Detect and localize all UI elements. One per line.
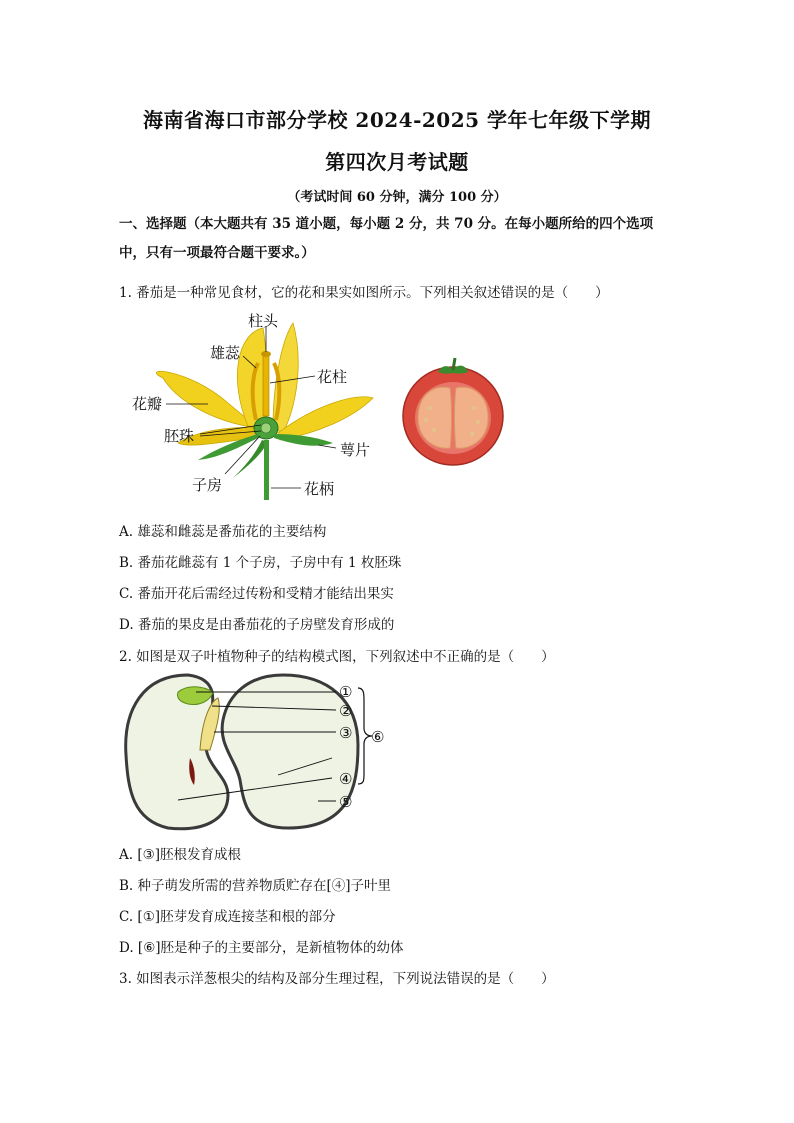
exam-info: （考试时间 60 分钟，满分 100 分）	[287, 190, 507, 205]
right-cotyledon	[222, 675, 358, 828]
flower-stalk	[264, 440, 269, 500]
tomato-flower-and-fruit-figure	[118, 308, 518, 508]
q2-option-a: A. [③]胚根发育成根	[119, 847, 241, 863]
left-cotyledon	[126, 675, 228, 829]
q2-option-c: C. [①]胚芽发育成连接茎和根的部分	[119, 909, 336, 925]
exam-title-line2: 第四次月考试题	[325, 150, 469, 174]
q1-option-d: D. 番茄的果皮是由番茄花的子房壁发育形成的	[119, 617, 395, 633]
section-heading: 一、选择题（本大题共有 35 道小题，每小题 2 分，共 70 分。在每小题所给的四个选项中，只有一项最符合题干要求。）	[119, 216, 654, 261]
label-stigma: 柱头	[248, 312, 279, 330]
exam-title-line1: 海南省海口市部分学校 2024-2025 学年七年级下学期	[142, 108, 652, 132]
label-sepal: 萼片	[340, 441, 371, 459]
sepal-right	[274, 434, 333, 446]
style-structure	[263, 356, 269, 416]
label-2: ②	[339, 702, 353, 720]
dicot-seed-structure-figure	[118, 670, 398, 835]
label-style: 花柱	[317, 368, 348, 386]
label-4: ④	[339, 770, 353, 788]
label-ovule: 胚珠	[164, 427, 195, 445]
question-3-stem: 3. 如图表示洋葱根尖的结构及部分生理过程，下列说法错误的是（ ）	[119, 971, 555, 987]
label-stalk: 花柄	[304, 480, 335, 498]
question-1-stem: 1. 番茄是一种常见食材，它的花和果实如图所示。下列相关叙述错误的是（ ）	[119, 285, 609, 301]
q1-option-c: C. 番茄开花后需经过传粉和受精才能结出果实	[119, 586, 394, 602]
q1-option-b: B. 番茄花雌蕊有 1 个子房，子房中有 1 枚胚珠	[119, 555, 402, 571]
label-6: ⑥	[371, 728, 385, 746]
label-stamen: 雄蕊	[210, 344, 241, 362]
q2-option-b: B. 种子萌发所需的营养物质贮存在[④]子叶里	[119, 878, 392, 894]
label-1: ①	[339, 683, 353, 701]
q2-option-d: D. [⑥]胚是种子的主要部分，是新植物体的幼体	[119, 940, 404, 956]
label-3: ③	[339, 724, 353, 742]
ovule-structure	[261, 423, 271, 433]
label-petal: 花瓣	[132, 395, 163, 413]
q1-option-a: A. 雄蕊和雌蕊是番茄花的主要结构	[119, 524, 327, 540]
tomato-cross-section	[403, 358, 503, 465]
question-2-stem: 2. 如图是双子叶植物种子的结构模式图，下列叙述中不正确的是（ ）	[119, 649, 555, 665]
embryo-brace	[358, 688, 372, 784]
label-ovary: 子房	[192, 476, 223, 494]
label-5: ⑤	[339, 793, 353, 811]
